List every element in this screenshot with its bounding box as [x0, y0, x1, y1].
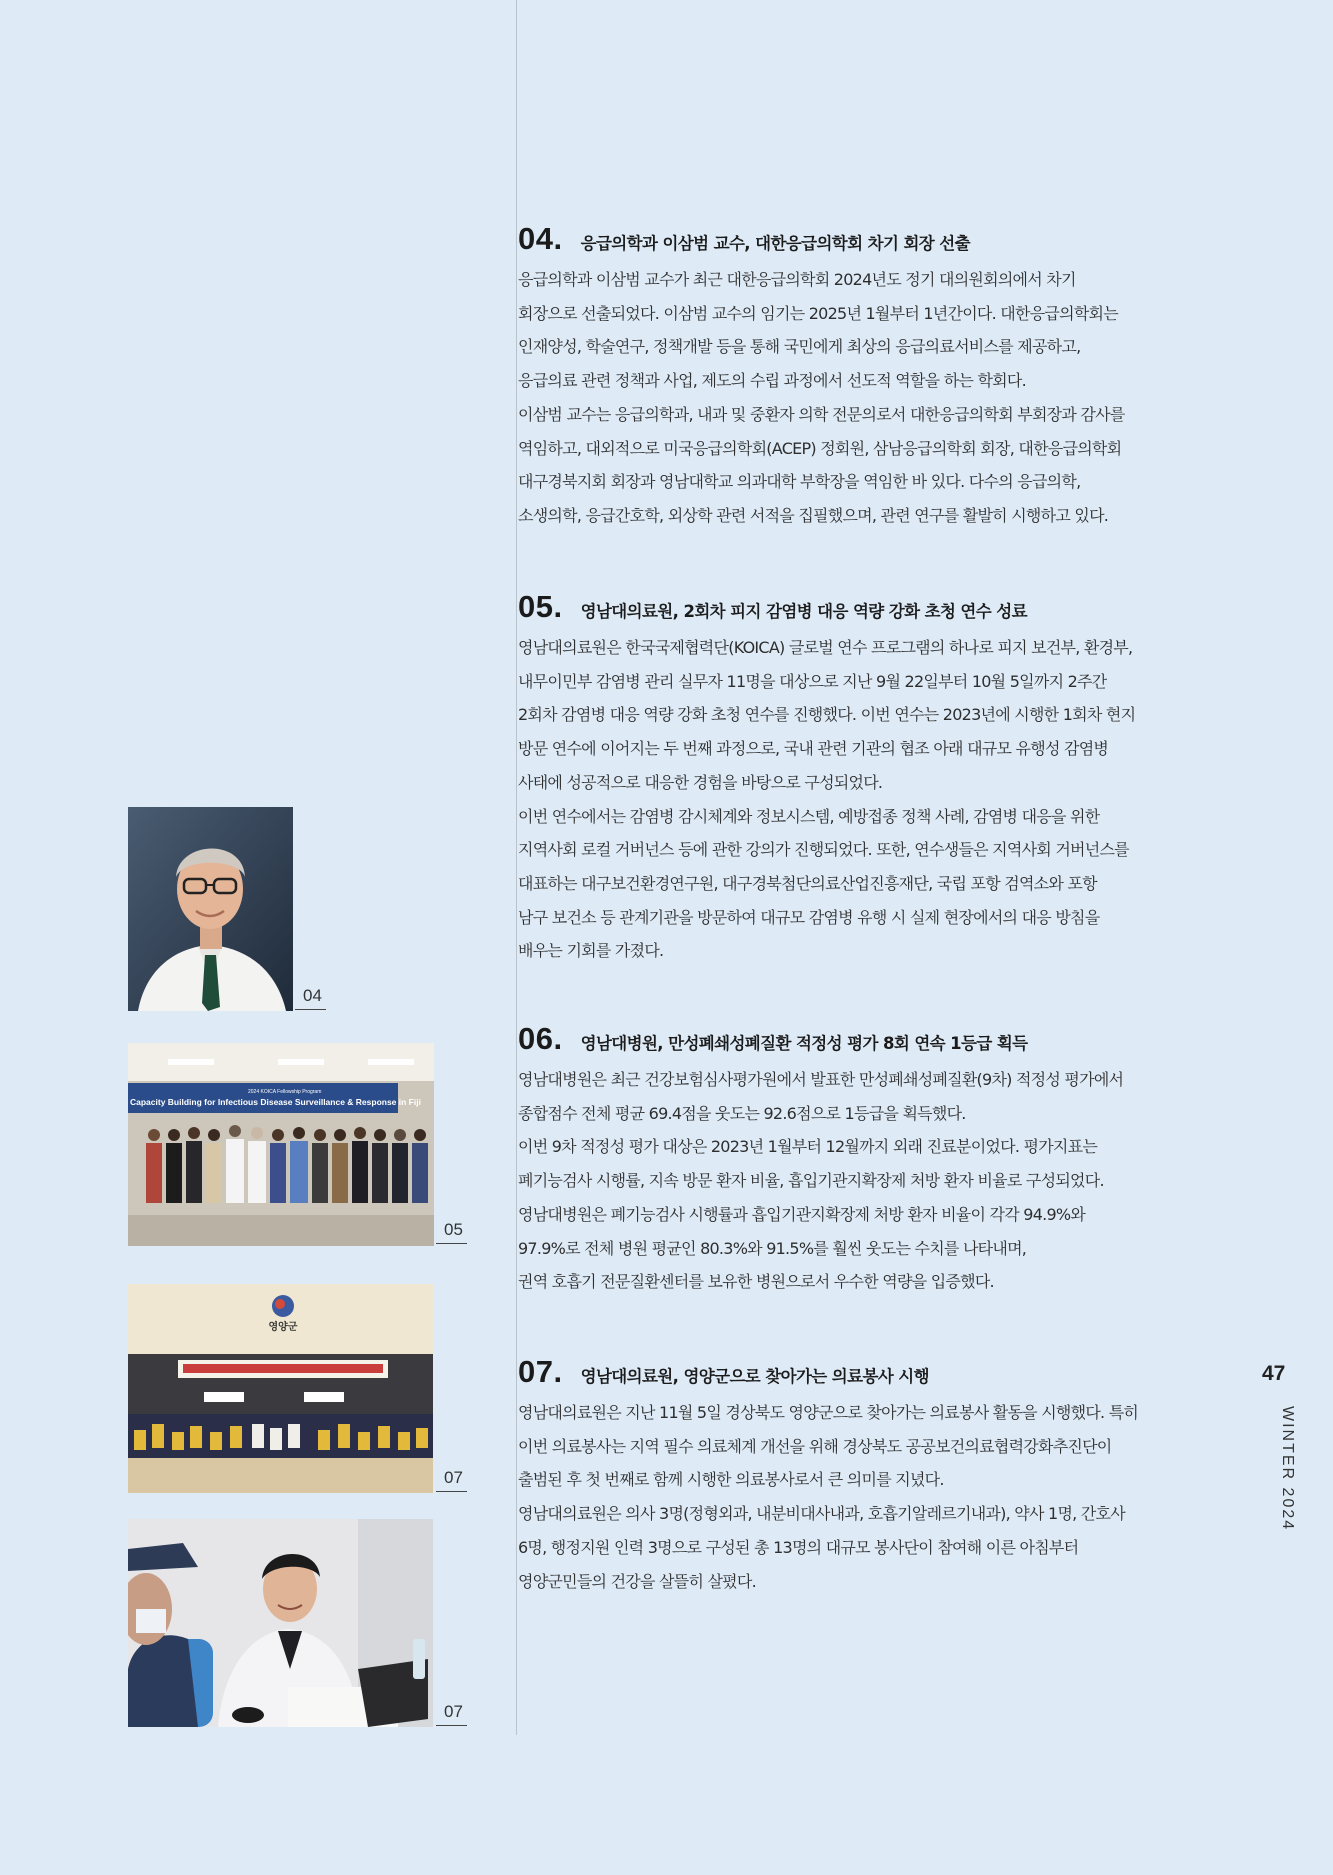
banner-text-2: Capacity Building for Infectious Disease Surveillance & Response in Fiji — [130, 1097, 421, 1107]
article-heading — [518, 1354, 1238, 1390]
article-number: 04. — [518, 221, 563, 256]
photo-caption: 04 — [295, 986, 326, 1010]
article-number: 07. — [518, 1354, 563, 1389]
body-line: 영남대병원은 폐기능검사 시행률과 흡입기관지확장제 처방 환자 비율이 각각 94.9%와 — [518, 1204, 1086, 1224]
page-number: 47 — [1262, 1362, 1286, 1385]
photo-portrait — [128, 807, 293, 1011]
article-title: 영남대의료원, 2회차 피지 감염병 대응 역량 강화 초청 연수 성료 — [580, 602, 1027, 621]
article-heading — [518, 221, 1238, 257]
body-line: 이번 9차 적정성 평가 대상은 2023년 1월부터 12월까지 외래 진료분이었다. 평가지표는 — [518, 1137, 1098, 1157]
body-line: 폐기능검사 시행률, 지속 방문 환자 비율, 흡입기관지확장제 처방 환자 비율로 구성되었다. — [518, 1171, 1104, 1191]
body-line: 이삼범 교수는 응급의학과, 내과 및 중환자 의학 전문의로서 대한응급의학회 부회장과 감사를 — [518, 404, 1125, 424]
body-line: 이번 의료봉사는 지역 필수 의료체계 개선을 위해 경상북도 공공보건의료협력강화추진단이 — [518, 1436, 1112, 1456]
issue-season: WINTER 2024 — [1279, 1406, 1296, 1532]
body-line: 응급의료 관련 정책과 사업, 제도의 수립 과정에서 선도적 역할을 하는 학회다. — [518, 371, 1026, 391]
article-title: 영남대의료원, 영양군으로 찾아가는 의료봉사 시행 — [580, 1367, 929, 1386]
column-divider — [516, 0, 517, 1735]
banner-text-1: 2024 KOICA Fellowship Program — [248, 1089, 322, 1095]
body-line: 2회차 감염병 대응 역량 강화 초청 연수를 진행했다. 이번 연수는 2023년에 시행한 1회차 현지 — [518, 705, 1136, 725]
body-line: 사태에 성공적으로 대응한 경험을 바탕으로 구성되었다. — [518, 772, 883, 792]
stage-sign-text: 영양군 — [268, 1322, 298, 1333]
photo-caption: 05 — [436, 1220, 467, 1244]
photo-volunteer-group — [128, 1284, 433, 1493]
photo-caption: 07 — [436, 1702, 467, 1726]
body-line: 종합점수 전체 평균 69.4점을 웃도는 92.6점으로 1등급을 획득했다. — [518, 1103, 966, 1123]
body-line: 인재양성, 학술연구, 정책개발 등을 통해 국민에게 최상의 응급의료서비스를 제공하고, — [518, 337, 1081, 357]
body-line: 이번 연수에서는 감염병 감시체계와 정보시스템, 예방접종 정책 사례, 감염병 대응을 위한 — [518, 806, 1100, 826]
body-line: 권역 호흡기 전문질환센터를 보유한 병원으로서 우수한 역량을 입증했다. — [518, 1272, 994, 1292]
body-line: 배우는 기회를 가졌다. — [518, 941, 664, 961]
body-line: 영남대병원은 최근 건강보험심사평가원에서 발표한 만성폐쇄성폐질환(9차) 적정성 평가에서 — [518, 1070, 1124, 1089]
article-body — [518, 263, 1238, 533]
body-line: 영남대의료원은 한국국제협력단(KOICA) 글로벌 연수 프로그램의 하나로 피지 보건부, 환경부, — [518, 638, 1133, 657]
body-line: 남구 보건소 등 관계기관을 방문하여 대규모 감염병 유행 시 실제 현장에서의 대응 방침을 — [518, 907, 1100, 927]
body-line: 영남대의료원은 지난 11월 5일 경상북도 영양군으로 찾아가는 의료봉사 활동을 시행했다. 특히 — [518, 1403, 1139, 1422]
body-line: 대표하는 대구보건환경연구원, 대구경북첨단의료산업진흥재단, 국립 포항 검역소와 포항 — [518, 873, 1097, 893]
photo-doctor-consultation — [128, 1519, 433, 1727]
article-05 — [518, 589, 1238, 968]
body-line: 방문 연수에 이어지는 두 번째 과정으로, 국내 관련 기관의 협조 아래 대규모 유행성 감염병 — [518, 739, 1109, 759]
article-body — [518, 1396, 1238, 1598]
body-line: 소생의학, 응급간호학, 외상학 관련 서적을 집필했으며, 관련 연구를 활발히 시행하고 있다. — [518, 505, 1109, 525]
body-line: 영양군민들의 건강을 살뜰히 살폈다. — [518, 1571, 756, 1591]
photo-caption: 07 — [436, 1468, 467, 1492]
body-line: 지역사회 로컬 거버넌스 등에 관한 강의가 진행되었다. 또한, 연수생들은 지역사회 거버넌스를 — [518, 840, 1129, 860]
body-line: 역임하고, 대외적으로 미국응급의학회(ACEP) 정회원, 삼남응급의학회 회장, 대한응급의학회 — [518, 438, 1122, 458]
article-07 — [518, 1354, 1238, 1598]
body-line: 대구경북지회 회장과 영남대학교 의과대학 부학장을 역임한 바 있다. 다수의 응급의학, — [518, 472, 1081, 492]
body-line: 출범된 후 첫 번째로 함께 시행한 의료봉사로서 큰 의미를 지녔다. — [518, 1470, 944, 1490]
article-04 — [518, 221, 1238, 533]
body-line: 응급의학과 이삼범 교수가 최근 대한응급의학회 2024년도 정기 대의원회의에서 차기 — [518, 270, 1076, 289]
article-number: 06. — [518, 1021, 563, 1056]
article-body — [518, 1063, 1238, 1299]
body-line: 내무이민부 감염병 관리 실무자 11명을 대상으로 지난 9월 22일부터 10월 5일까지 2주간 — [518, 671, 1107, 691]
photo-group-fiji — [128, 1043, 434, 1246]
article-06 — [518, 1021, 1238, 1299]
article-body — [518, 631, 1238, 968]
article-title: 영남대병원, 만성폐쇄성폐질환 적정성 평가 8회 연속 1등급 획득 — [580, 1034, 1028, 1053]
article-title: 응급의학과 이삼범 교수, 대한응급의학회 차기 회장 선출 — [580, 234, 970, 253]
article-heading — [518, 589, 1238, 625]
body-line: 영남대의료원은 의사 3명(정형외과, 내분비대사내과, 호흡기알레르기내과), 약사 1명, 간호사 — [518, 1504, 1125, 1524]
body-line: 회장으로 선출되었다. 이삼범 교수의 임기는 2025년 1월부터 1년간이다. 대한응급의학회는 — [518, 303, 1118, 323]
body-line: 6명, 행정지원 인력 3명으로 구성된 총 13명의 대규모 봉사단이 참여해 이른 아침부터 — [518, 1537, 1079, 1557]
article-heading — [518, 1021, 1238, 1057]
body-line: 97.9%로 전체 병원 평균인 80.3%와 91.5%를 훨씬 웃도는 수치를 나타내며, — [518, 1238, 1027, 1258]
article-number: 05. — [518, 589, 563, 624]
